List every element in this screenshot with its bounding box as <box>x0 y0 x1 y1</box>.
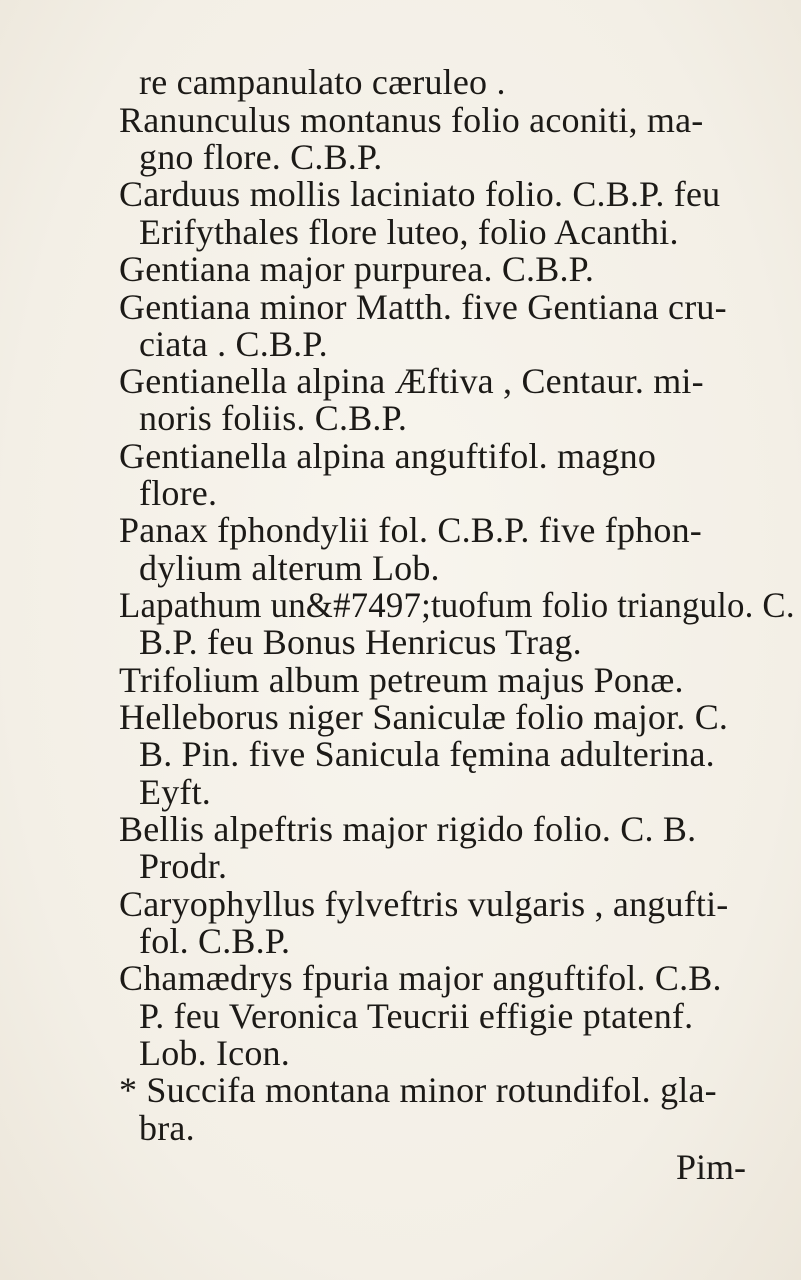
text-line-26: P. feu Veronica Teucrii effigie ptatenf. <box>139 996 694 1036</box>
text-line-20: Eyft. <box>139 772 211 812</box>
text-line-2: Ranunculus montanus folio aconiti, ma- <box>119 100 704 140</box>
text-line-1: re campanulato cæruleo . <box>139 62 506 102</box>
catchword: Pim- <box>676 1147 747 1187</box>
text-line-7: Gentiana minor Matth. five Gentiana cru- <box>119 287 727 327</box>
text-line-24: fol. C.B.P. <box>139 921 291 961</box>
text-line-28: * Succifa montana minor rotundifol. gla- <box>119 1070 717 1110</box>
text-line-3: gno flore. C.B.P. <box>139 137 383 177</box>
text-line-4: Carduus mollis laciniato folio. C.B.P. feu <box>119 174 721 214</box>
text-line-25: Chamædrys fpuria major anguftifol. C.B. <box>119 958 722 998</box>
text-line-22: Prodr. <box>139 846 228 886</box>
text-line-5: Erifythales flore luteo, folio Acanthi. <box>139 212 679 252</box>
text-line-18: Helleborus niger Saniculæ folio major. C. <box>119 697 729 737</box>
text-line-6: Gentiana major purpurea. C.B.P. <box>119 249 595 289</box>
text-line-16: B.P. feu Bonus Henricus Trag. <box>139 622 582 662</box>
text-line-10: noris foliis. C.B.P. <box>139 398 408 438</box>
text-line-8: ciata . C.B.P. <box>139 324 328 364</box>
text-line-27: Lob. Icon. <box>139 1033 290 1073</box>
text-line-19: B. Pin. five Sanicula fęmina adulterina. <box>139 734 715 774</box>
text-line-23: Caryophyllus fylveftris vulgaris , angufti- <box>119 884 729 924</box>
text-line-14: dylium alterum Lob. <box>139 548 440 588</box>
text-line-15: Lapathum un&#7497;tuofum folio triangulo. C. <box>119 585 795 625</box>
text-line-21: Bellis alpeftris major rigido folio. C. B. <box>119 809 697 849</box>
text-line-12: flore. <box>139 473 218 513</box>
text-line-29: bra. <box>139 1108 195 1148</box>
text-line-11: Gentianella alpina anguftifol. magno <box>119 436 657 476</box>
text-line-9: Gentianella alpina Æftiva , Centaur. mi- <box>119 361 704 401</box>
text-line-17: Trifolium album petreum majus Ponæ. <box>119 660 684 700</box>
text-line-13: Panax fphondylii fol. C.B.P. five fphon- <box>119 510 702 550</box>
